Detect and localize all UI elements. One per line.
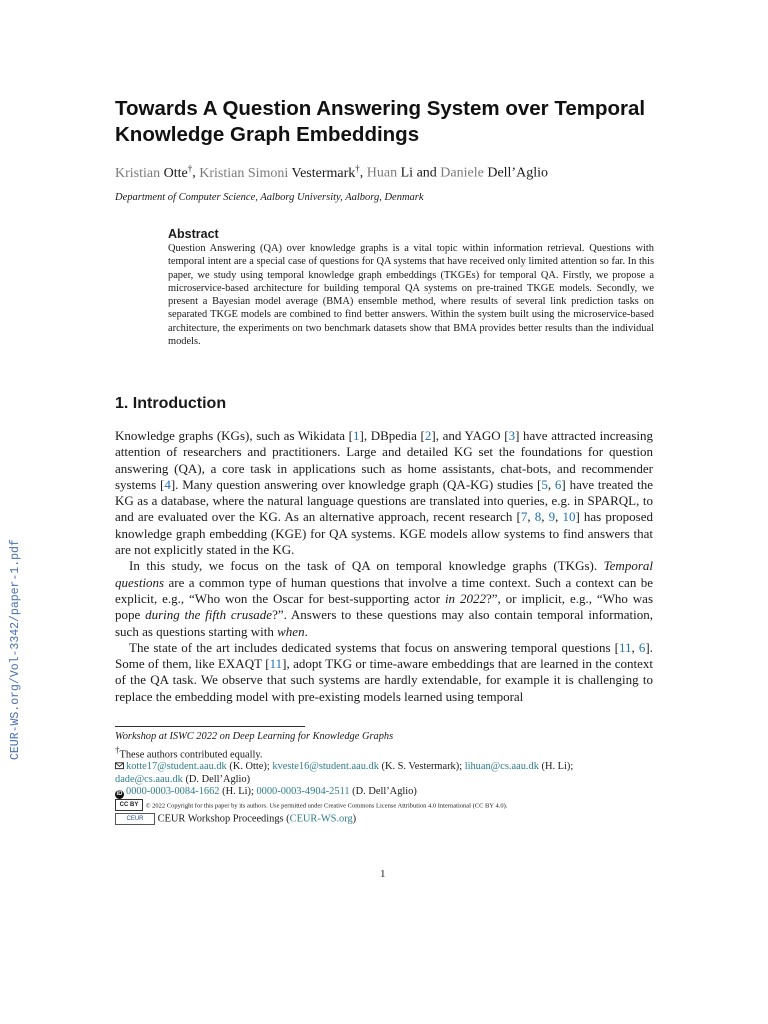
email-line: kotte17@student.aau.dk (K. Otte); kveste16@student.aau.dk (K. S. Vestermark); lihuan@cs.aau.dk (H. Li);	[115, 761, 655, 774]
citation-link[interactable]: 3	[508, 428, 516, 443]
intro-paragraph-3: The state of the art includes dedicated systems that focus on answering temporal questions [11, 6]. Some of them, like EXAQT [11], adopt TKG or time-aware embeddings that are learned in the context of the QA task. We observe that such systems are hardly extendable, for example it is challenging to replace the embedding model with pre-existing models learned using temporal	[115, 639, 653, 704]
citation-link[interactable]: 10	[562, 509, 576, 525]
email-line-2: dade@cs.aau.dk (D. Dell’Aglio)	[115, 773, 251, 785]
email-link[interactable]: lihuan@cs.aau.dk	[464, 761, 539, 773]
citation-link[interactable]: 4	[164, 476, 171, 492]
citation-link[interactable]: 6	[638, 639, 646, 655]
affiliation: Department of Computer Science, Aalborg University, Aalborg, Denmark	[115, 192, 424, 203]
citation-link[interactable]: 5	[541, 476, 548, 492]
orcid-link[interactable]: 0000-0003-0084-1662	[126, 786, 220, 798]
ceur-line: CEUR CEUR Workshop Proceedings (CEUR-WS.org)	[115, 813, 655, 826]
email-link[interactable]: kotte17@student.aau.dk	[126, 761, 227, 773]
section-heading-introduction: 1. Introduction	[115, 395, 227, 412]
footnotes	[115, 731, 655, 826]
cc-license-badge-icon[interactable]: CC BY	[115, 799, 143, 811]
intro-paragraph-1: Knowledge graphs (KGs), such as Wikidata [1], DBpedia [2], and YAGO [3] have attracted increasing attention of researchers and practitioners. Large and detailed KG set the foundations for question answering (QA), a core task in applications such as home assistants, chat-bots, and recommender systems [4]. Many question answering over knowledge graph (QA-KG) studies [5, 6] have treated the KG as a database, where the natural language questions are translated into queries, e.g. in SPARQL, to and are evaluated over the KG. As an alternative approach, recent research [7, 8, 9, 10] has proposed knowledge graph embedding (KGE) for QA systems. KGE models allow systems to find answers that are not explicitly stated in the KG.	[115, 428, 654, 558]
citation-link[interactable]: 11	[619, 639, 632, 655]
author-list: Kristian Otte†, Kristian Simoni Vestermark†, Huan Li and Daniele Dell’Aglio	[115, 163, 548, 181]
abstract-heading: Abstract	[168, 227, 219, 241]
citation-link[interactable]: 1	[352, 428, 360, 443]
citation-link[interactable]: 8	[534, 509, 542, 525]
email-link[interactable]: kveste16@student.aau.dk	[272, 761, 379, 773]
paper-title: Towards A Question Answering System over Temporal Knowledge Graph Embeddings	[115, 97, 646, 146]
page-number: 1	[380, 868, 386, 880]
author-3: Huan Li	[366, 165, 414, 181]
equal-contribution-note: †These authors contributed equally.	[115, 744, 263, 760]
citation-link[interactable]: 7	[520, 509, 528, 525]
author-4: Daniele Dell’Aglio	[440, 165, 548, 181]
citation-link[interactable]: 11	[269, 656, 283, 672]
author-1: Kristian Otte†	[115, 163, 193, 181]
intro-paragraph-2: In this study, we focus on the task of QA on temporal knowledge graphs (TKGs). Temporal questions are a common type of human questions that involve a time context. Such a context can be explicit, e.g., “Who won the Oscar for best-supporting actor in 2022?”, or implicit, e.g., “Who was pope during the fifth crusade?”. Answers to these questions may also contain temporal information, such as questions starting with when.	[115, 558, 653, 639]
orcid-link[interactable]: 0000-0003-4904-2511	[256, 786, 350, 798]
envelope-icon	[115, 761, 124, 770]
email-link[interactable]: dade@cs.aau.dk	[115, 773, 183, 785]
copyright-line: CC BY © 2022 Copyright for this paper by its authors. Use permitted under Creative Commons License Attribution 4.0 International (CC BY 4.0).	[115, 799, 655, 813]
workshop-note: Workshop at ISWC 2022 on Deep Learning for Knowledge Graphs	[115, 731, 394, 742]
citation-link[interactable]: 6	[554, 476, 562, 492]
orcid-icon: iD	[116, 791, 123, 798]
side-url-label[interactable]: CEUR-WS.org/Vol-3342/paper-1.pdf	[9, 539, 22, 760]
ceur-logo-icon: CEUR	[115, 813, 155, 825]
author-2: Kristian Simoni Vestermark†	[199, 163, 360, 181]
citation-link[interactable]: 9	[548, 509, 556, 525]
footnote-rule	[115, 726, 305, 727]
abstract-text: Question Answering (QA) over knowledge graphs is a vital topic within information retrieval. Questions with temporal intent are a special case of questions for QA systems that have received only limited attention so far. In this paper, we study using temporal knowledge graph embeddings (TKGEs) for temporal QA. Firstly, we propose a microservice-based architecture for building temporal QA systems on pre-trained TKGE models. Secondly, we present a Bayesian model average (BMA) ensemble method, where results of several link prediction tasks on separated TKGE models are combined to find better answers. Within the system built using the microservice-based architecture, the experiments on two benchmark datasets show that BMA provides better results than the individual models.	[168, 243, 654, 348]
introduction-body	[115, 428, 653, 705]
citation-link[interactable]: 2	[424, 428, 432, 443]
orcid-line: iD 0000-0003-0084-1662 (H. Li); 0000-0003-4904-2511 (D. Dell’Aglio)	[116, 786, 417, 798]
ceur-link[interactable]: CEUR-WS.org	[289, 813, 353, 825]
